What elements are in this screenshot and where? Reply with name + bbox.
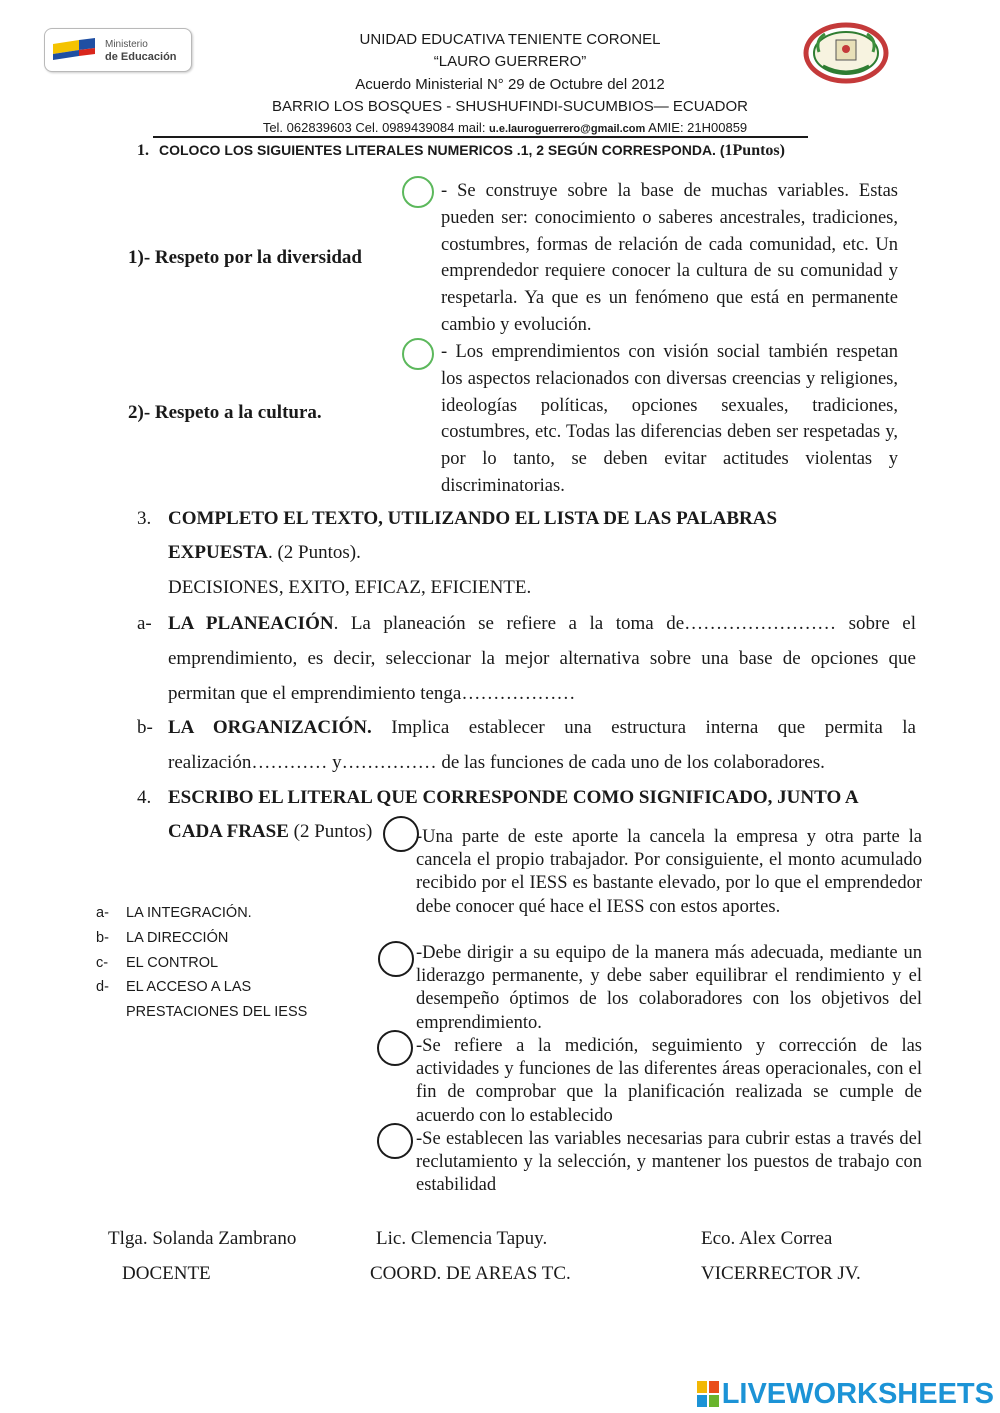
school-subname: “LAURO GUERRERO” (433, 53, 587, 70)
q1-right-text-1: - Se construye sobre la base de muchas variables. Estas pueden ser: conocimiento o saberes ancestrales, tradiciones, costumbres, formas de relación de cada comunidad, etc. Un emprendedor requiere conocer la cultura de su comunidad y respetarla. Ya que es un fenómeno que está en permanente cambio y evolución. (441, 181, 898, 335)
signature-name-1: Tlga. Solanda Zambrano (108, 1228, 297, 1249)
q4-option-b-text: LA DIRECCIÓN (126, 930, 229, 946)
q3-b-line2: realización………… y…………… de las funciones de cada uno de los colaboradores. (168, 752, 825, 773)
q3-title-line1-text: COMPLETO EL TEXTO, UTILIZANDO EL LISTA DE LAS PALABRAS (168, 508, 778, 529)
q3-title-line2-bold: EXPUESTA (168, 542, 268, 563)
q4-answer-circle-4[interactable] (377, 1123, 413, 1159)
q4-answer-circle-3[interactable] (377, 1030, 413, 1066)
liveworksheets-logo-icon (697, 1381, 719, 1407)
q3-a-line1-text: . La planeación se refiere a la toma de…………………… sobre el (333, 613, 916, 634)
q3-title-line2 (168, 542, 361, 564)
q4-option-d-text: EL ACCESO A LAS PRESTACIONES DEL IESS (126, 979, 308, 1020)
signature-role-1: DOCENTE (122, 1263, 211, 1284)
q1-points: 1Puntos) (724, 142, 785, 159)
signature-name-3: Eco. Alex Correa (701, 1228, 833, 1249)
school-crest-icon (803, 22, 889, 84)
q4-title-line1-text: ESCRIBO EL LITERAL QUE CORRESPONDE COMO SIGNIFICADO, JUNTO A (168, 787, 859, 808)
q3-title-line1 (168, 508, 777, 530)
q4-option-d-marker: d- (96, 979, 109, 995)
q1-answer-circle-2[interactable] (402, 338, 434, 370)
q4-title-line2-rest: (2 Puntos) (288, 821, 373, 842)
q1-right-text-2: - Los emprendimientos con visión social también respetan los aspectos relacionados con diversas creencias y religiones, ideologías políticas, opciones sexuales, tradiciones, costumbres, etc. Todas las diferencias deben ser respetadas y, por lo tanto, se deben evitar actitudes violentas y discriminatorias. (441, 342, 898, 496)
ministerio-logo (44, 28, 192, 72)
q4-option-a-text: LA INTEGRACIÓN. (126, 905, 252, 921)
q1-answer-circle-1[interactable] (402, 176, 434, 208)
q3-b-line1 (168, 717, 916, 739)
q4-right-text-1: -Una parte de este aporte la cancela la empresa y otra parte la cancela el propio trabajador. Por consiguiente, el monto acumulado recibido por el IESS es bastante elevado, por lo que el emprendedor debe conocer qué hace el IESS con estos aportes. (416, 827, 922, 917)
q3-a-bold: LA PLANEACIÓN (168, 613, 334, 634)
q3-a-line2: emprendimiento, es decir, seleccionar la mejor alternativa sobre una base de opciones que (168, 648, 916, 669)
q3-a-line3: permitan que el emprendimiento tenga……………… (168, 683, 576, 704)
q4-right-text-3: -Se refiere a la medición, seguimiento y corrección de las actividades y funciones de las diferentes áreas operacionales, con el fin de comprobar que la planificación realizada se cumple de acuerdo con lo establecido (416, 1036, 922, 1126)
q3-number: 3. (137, 508, 152, 529)
contact-email: u.e.lauroguerrero@gmail.com (489, 123, 646, 135)
q4-number: 4. (137, 787, 152, 808)
q3-b-bold: LA ORGANIZACIÓN. (168, 717, 372, 738)
q4-option-a (96, 901, 252, 926)
q3-a-marker: a- (137, 613, 152, 634)
q1-title (137, 142, 785, 160)
q1-left-item-1: 1)- Respeto por la diversidad (128, 247, 362, 268)
contact-amie: AMIE: 21H00859 (645, 120, 748, 135)
contact-line (150, 120, 860, 135)
q1-title-text: COLOCO LOS SIGUIENTES LITERALES NUMERICOS .1, 2 SEGÚN CORRESPONDA. ( (159, 142, 725, 158)
agreement-line: Acuerdo Ministerial N° 29 de Octubre del 2012 (355, 76, 665, 93)
q4-answer-circle-1[interactable] (383, 816, 419, 852)
logo-line1: Ministerio (105, 39, 148, 50)
signature-role-2: COORD. DE AREAS TC. (370, 1263, 571, 1284)
q4-option-b-marker: b- (96, 930, 109, 946)
q4-option-b (96, 926, 228, 951)
q4-option-a-marker: a- (96, 905, 109, 921)
q4-title-line1 (168, 787, 859, 809)
logo-line2: de Educación (105, 51, 177, 63)
q3-b-marker: b- (137, 717, 153, 738)
q4-option-c (96, 951, 218, 976)
q4-right-text-2: -Debe dirigir a su equipo de la manera más adecuada, mediante un liderazgo permanente, y debe saber equilibrar el rendimiento y el desempeño óptimos de los colaboradores con los objetivos del emprendimiento. (416, 943, 922, 1033)
liveworksheets-text: LIVEWORKSHEETS (721, 1377, 994, 1410)
signature-name-2: Lic. Clemencia Tapuy. (376, 1228, 548, 1249)
q4-title-line2 (168, 821, 372, 843)
school-name: UNIDAD EDUCATIVA TENIENTE CORONEL (359, 31, 661, 48)
signature-role-3: VICERRECTOR JV. (701, 1263, 861, 1284)
q1-left-item-2: 2)- Respeto a la cultura. (128, 402, 322, 423)
q3-title-line2-rest: . (2 Puntos). (267, 542, 361, 563)
q3-b-line1-text: Implica establecer una estructura interna que permita la (371, 717, 916, 738)
q4-title-line2-bold: CADA FRASE (168, 821, 289, 842)
q4-option-c-marker: c- (96, 955, 109, 971)
header-divider (153, 136, 808, 138)
ecuador-flag-icon (53, 36, 97, 64)
q4-right-text-4: -Se establecen las variables necesarias para cubrir estas a través del reclutamiento y la selección, y mantener los puestos de trabajo con estabilidad (416, 1129, 922, 1196)
q3-word-list: DECISIONES, EXITO, EFICAZ, EFICIENTE. (168, 577, 532, 598)
q3-a-line1 (168, 613, 916, 635)
address-line: BARRIO LOS BOSQUES - SHUSHUFINDI-SUCUMBIOS— ECUADOR (272, 98, 748, 115)
q4-answer-circle-2[interactable] (378, 941, 414, 977)
liveworksheets-watermark (697, 1378, 994, 1410)
q4-option-c-text: EL CONTROL (126, 955, 219, 971)
q1-number: 1. (137, 142, 149, 159)
contact-phone: Tel. 062839603 Cel. 0989439084 mail: (262, 120, 490, 135)
q4-option-d (96, 975, 326, 1024)
